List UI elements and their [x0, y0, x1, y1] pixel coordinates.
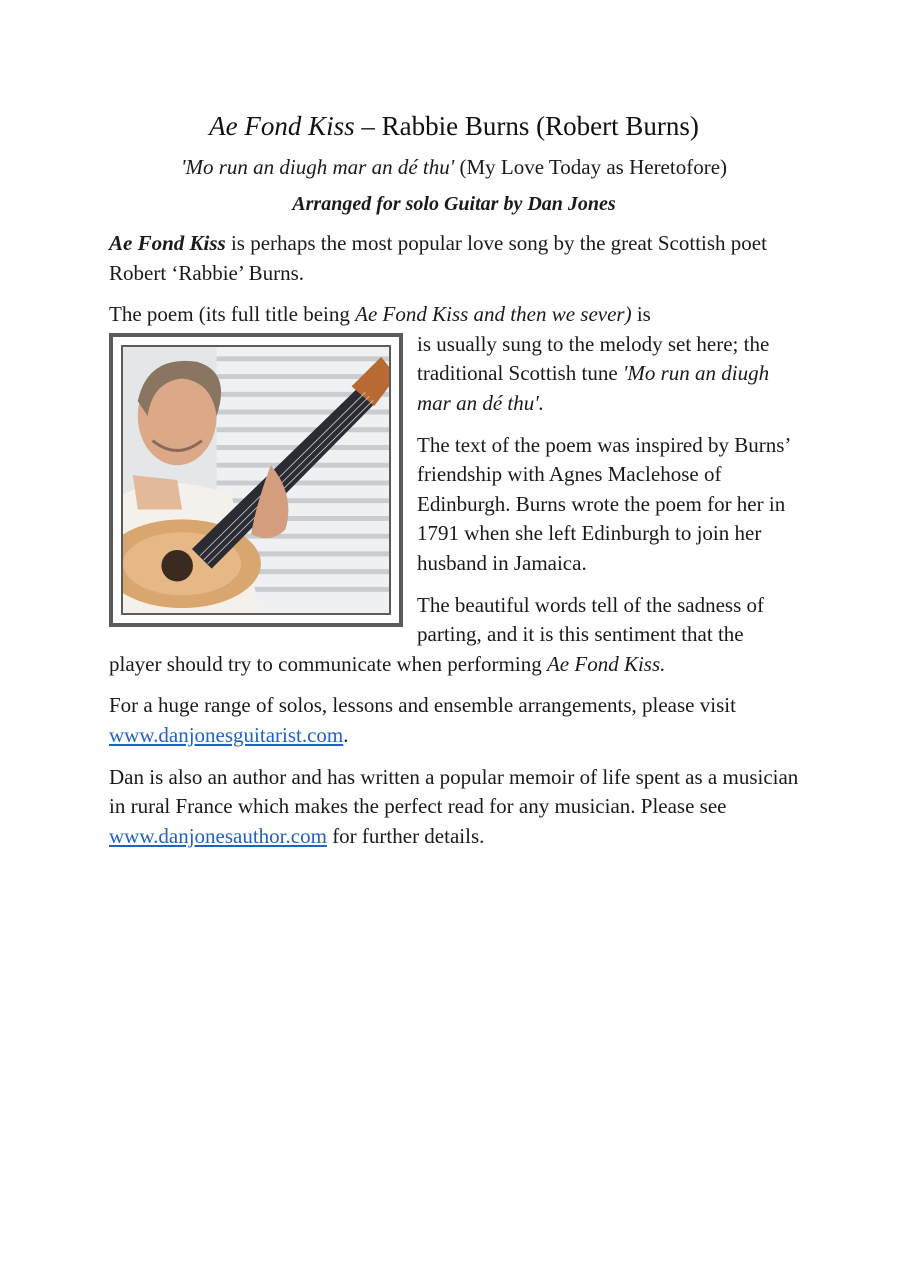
solos-text-a: For a huge range of solos, lessons and ensemble arrangements, please visit	[109, 693, 736, 718]
poem-paragraph-lead	[109, 300, 799, 330]
guitarist-photo	[121, 345, 391, 615]
guitarist-photo-frame	[109, 333, 403, 627]
page-title	[109, 106, 799, 146]
solos-text-b: .	[343, 722, 349, 747]
arranged-by: Arranged for solo Guitar by Dan Jones	[292, 193, 616, 215]
words-text: The beautiful words tell of the sadness of parting, and it is this sentiment that the player should try to communicate when performing	[109, 592, 764, 676]
guitarist-photo-illustration	[123, 347, 389, 613]
intro-text: is perhaps the most popular love song by the great Scottish poet Robert ‘Rabbie’ Burns.	[109, 231, 767, 285]
poem-tune: 'Mo run an diugh mar an dé thu'.	[417, 361, 770, 415]
author-paragraph	[109, 763, 799, 852]
guitarist-site-link[interactable]: www.danjonesguitarist.com	[109, 722, 344, 747]
subtitle-translation: (My Love Today as Heretofore)	[454, 155, 728, 179]
author-site-link[interactable]: www.danjonesauthor.com	[109, 823, 327, 848]
title-song: Ae Fond Kiss	[209, 111, 355, 141]
words-song: Ae Fond Kiss.	[546, 651, 666, 676]
poem-is: is	[636, 302, 651, 327]
author-text-a: Dan is also an author and has written a popular memoir of life spent as a musician in rural France which makes the perfect read for any musician. Please see	[109, 764, 799, 819]
poem-full-title: Ae Fond Kiss and then we sever)	[355, 302, 632, 327]
subtitle-tune: 'Mo run an diugh mar an dé thu'	[180, 155, 455, 179]
document-body	[109, 106, 799, 851]
poem-text-a: The poem (its full title being	[109, 302, 356, 327]
solos-paragraph	[109, 691, 799, 750]
subtitle	[109, 152, 799, 182]
inspiration-paragraph: The text of the poem was inspired by Burns’ friendship with Agnes Maclehose of Edinburgh. Burns wrote the poem for her in 1791 when she left Edinburgh to join her husband in Jamaica.	[417, 432, 790, 575]
poem-text-b: is usually sung to the melody set here; the traditional Scottish tune	[417, 331, 770, 386]
intro-song: Ae Fond Kiss	[109, 231, 226, 255]
author-text-b: for further details.	[326, 823, 485, 848]
title-rest: – Rabbie Burns (Robert Burns)	[354, 111, 699, 141]
intro-paragraph	[109, 229, 799, 288]
photo-section	[109, 300, 799, 679]
